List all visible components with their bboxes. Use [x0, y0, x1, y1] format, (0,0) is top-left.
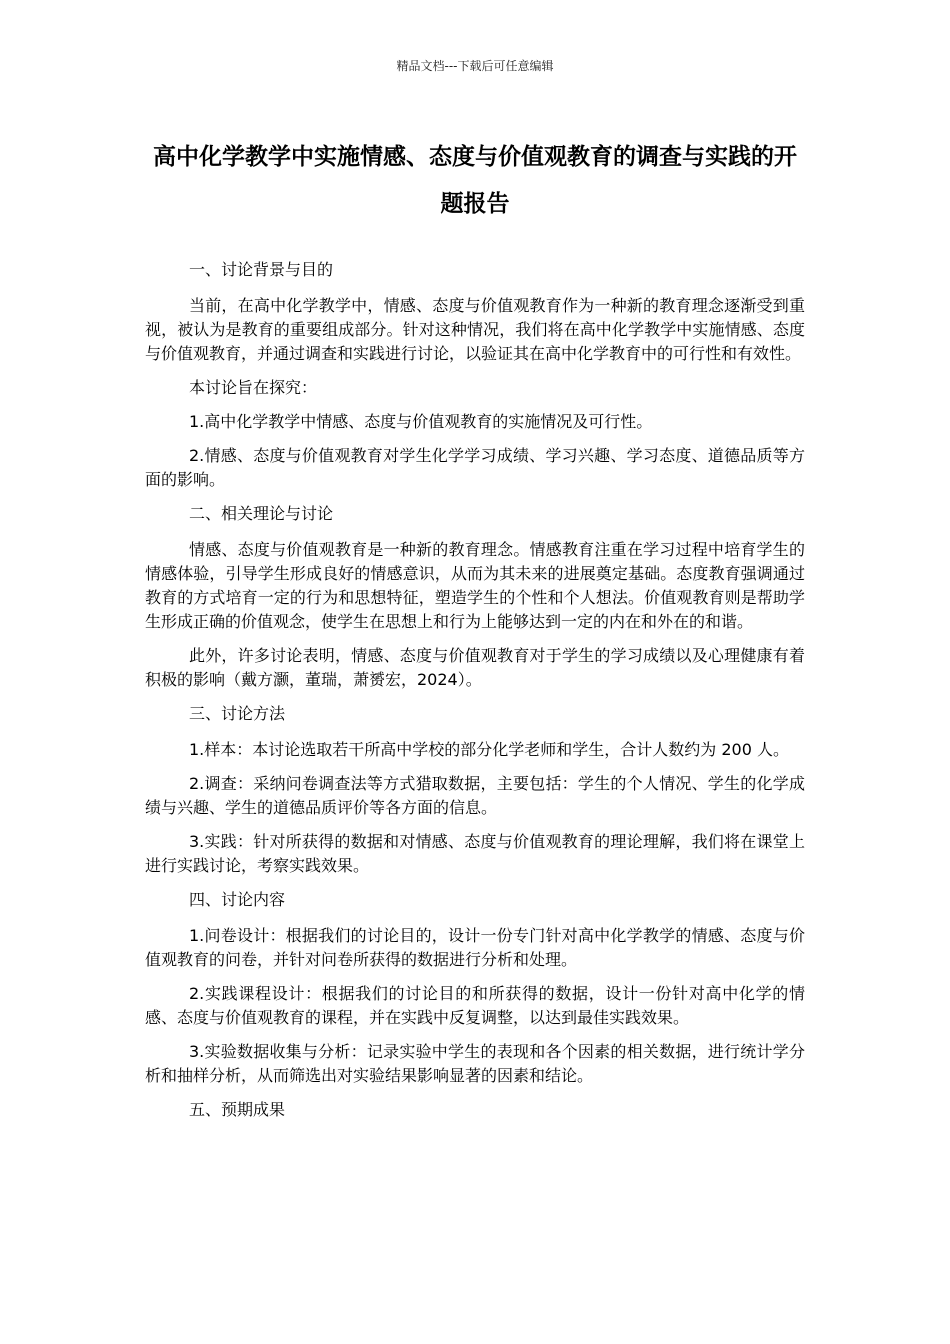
section-heading: 五、预期成果 [189, 1100, 286, 1119]
paragraph: 2.调查：采纳问卷调查法等方式猎取数据，主要包括：学生的个人情况、学生的化学成绩与兴趣、学生的道德品质评价等各方面的信息。 [145, 774, 805, 817]
section-heading: 三、讨论方法 [189, 704, 286, 723]
section-heading: 二、相关理论与讨论 [189, 504, 334, 523]
document-title: 高中化学教学中实施情感、态度与价值观教育的调查与实践的开题报告 [153, 144, 797, 217]
section-heading: 四、讨论内容 [189, 890, 286, 909]
paragraph: 3.实践：针对所获得的数据和对情感、态度与价值观教育的理论理解，我们将在课堂上进行实践讨论，考察实践效果。 [145, 832, 805, 875]
header-note: 精品文档---下载后可任意编辑 [396, 59, 554, 73]
paragraph: 3.实验数据收集与分析：记录实验中学生的表现和各个因素的相关数据，进行统计学分析和抽样分析，从而筛选出对实验结果影响显著的因素和结论。 [145, 1042, 805, 1085]
paragraph: 此外，许多讨论表明，情感、态度与价值观教育对于学生的学习成绩以及心理健康有着积极的影响（戴方灏，董瑞，萧赟宏，2024）。 [145, 646, 805, 689]
paragraph: 2.实践课程设计：根据我们的讨论目的和所获得的数据，设计一份针对高中化学的情感、态度与价值观教育的课程，并在实践中反复调整，以达到最佳实践效果。 [145, 984, 805, 1027]
paragraph: 本讨论旨在探究： [189, 378, 318, 397]
paragraph: 2.情感、态度与价值观教育对学生化学学习成绩、学习兴趣、学习态度、道德品质等方面的影响。 [145, 446, 805, 489]
paragraph: 1.样本：本讨论选取若干所高中学校的部分化学老师和学生，合计人数约为 200 人。 [189, 740, 789, 759]
section-heading: 一、讨论背景与目的 [189, 260, 334, 279]
paragraph: 情感、态度与价值观教育是一种新的教育理念。情感教育注重在学习过程中培育学生的情感体验，引导学生形成良好的情感意识，从而为其未来的进展奠定基础。态度教育强调通过教育的方式培育一定的行为和思想特征，塑造学生的个性和个人想法。价值观教育则是帮助学生形成正确的价值观念，使学生在思想上和行为上能够达到一定的内在和外在的和谐。 [145, 540, 805, 631]
document-body [145, 258, 805, 1134]
paragraph: 1.问卷设计：根据我们的讨论目的，设计一份专门针对高中化学教学的情感、态度与价值观教育的问卷，并针对问卷所获得的数据进行分析和处理。 [145, 926, 805, 969]
paragraph: 1.高中化学教学中情感、态度与价值观教育的实施情况及可行性。 [189, 412, 653, 431]
paragraph: 当前，在高中化学教学中，情感、态度与价值观教育作为一种新的教育理念逐渐受到重视，被认为是教育的重要组成部分。针对这种情况，我们将在高中化学教学中实施情感、态度与价值观教育，并通过调查和实践进行讨论，以验证其在高中化学教育中的可行性和有效性。 [145, 296, 805, 363]
